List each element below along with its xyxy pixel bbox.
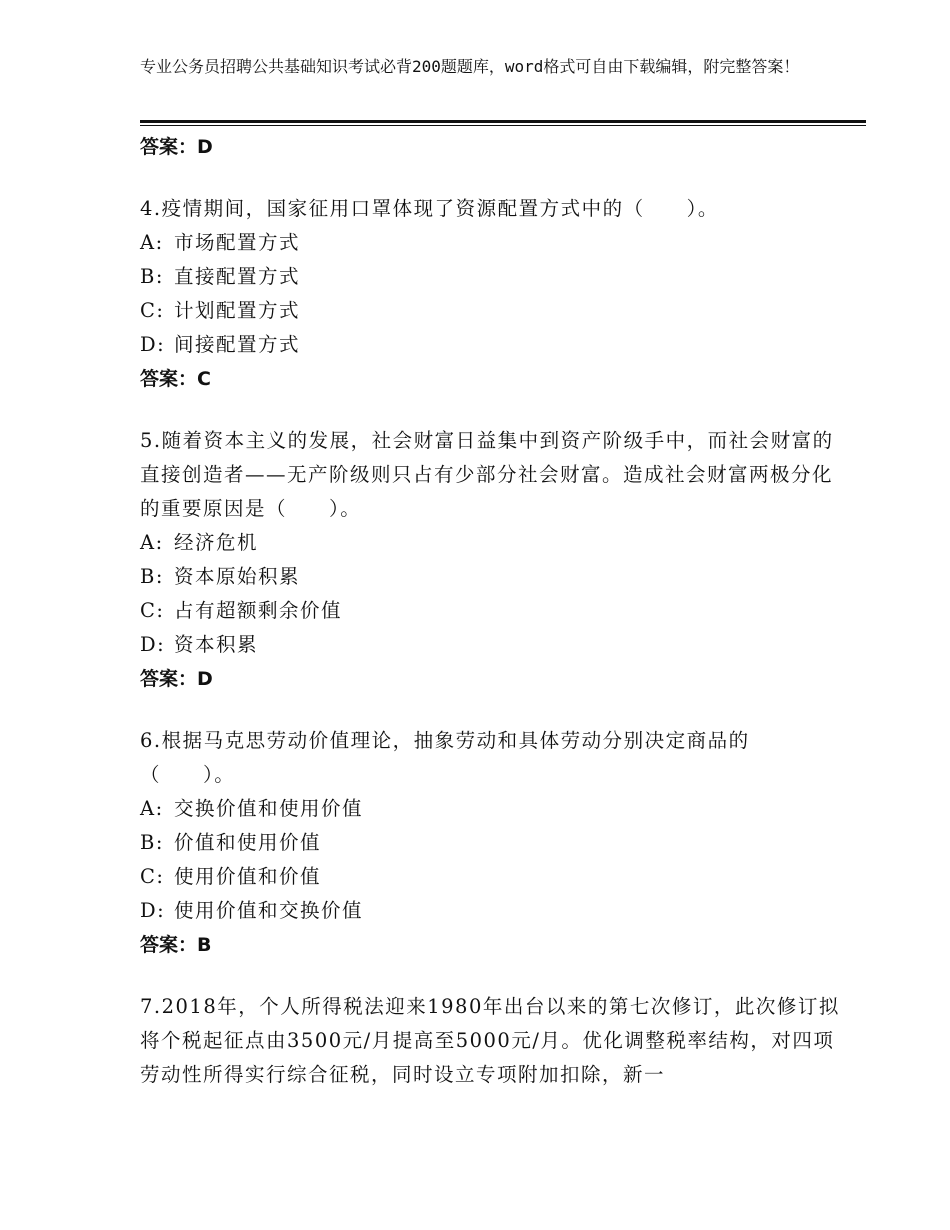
- option-key: C:: [140, 599, 165, 622]
- option-text: 使用价值和交换价值: [174, 899, 364, 922]
- option-b: [140, 826, 840, 860]
- option-a: [140, 792, 840, 826]
- option-text: 直接配置方式: [174, 265, 301, 288]
- question-7: [140, 990, 840, 1092]
- option-c: [140, 294, 840, 328]
- option-key: A:: [140, 531, 164, 554]
- option-text: 价值和使用价值: [174, 831, 322, 854]
- question-stem: 7.2018年，个人所得税法迎来1980年出台以来的第七次修订，此次修订拟将个税起征点由3500元/月提高至5000元/月。优化调整税率结构，对四项劳动性所得实行综合征税，同时设立专项附加扣除，新一: [140, 995, 840, 1086]
- option-text: 间接配置方式: [174, 333, 301, 356]
- header-rule-thin: [140, 125, 866, 126]
- option-key: D:: [140, 333, 166, 356]
- question-stem: 5.随着资本主义的发展，社会财富日益集中到资产阶级手中，而社会财富的直接创造者——无产阶级则只占有少部分社会财富。造成社会财富两极分化的重要原因是（ ）。: [140, 429, 834, 520]
- option-key: A:: [140, 797, 164, 820]
- question-4: [140, 192, 840, 396]
- option-text: 资本原始积累: [174, 565, 301, 588]
- question-answer: 答案：C: [140, 368, 211, 390]
- option-b: [140, 560, 840, 594]
- option-key: C:: [140, 865, 165, 888]
- option-a: [140, 226, 840, 260]
- option-text: 计划配置方式: [174, 299, 301, 322]
- option-text: 资本积累: [174, 633, 259, 656]
- question-stem: 4.疫情期间，国家征用口罩体现了资源配置方式中的（ ）。: [140, 197, 719, 220]
- previous-answer: 答案：D: [140, 136, 213, 158]
- question-list: [140, 130, 840, 1092]
- option-a: [140, 526, 840, 560]
- option-text: 经济危机: [174, 531, 259, 554]
- option-key: B:: [140, 565, 164, 588]
- option-d: [140, 328, 840, 362]
- option-d: [140, 894, 840, 928]
- option-c: [140, 860, 840, 894]
- document-header-note: 专业公务员招聘公共基础知识考试必背200题题库，word格式可自由下载编辑，附完整答案！: [140, 57, 800, 76]
- question-5: [140, 424, 840, 696]
- question-6: [140, 724, 840, 962]
- option-key: B:: [140, 265, 164, 288]
- question-answer: 答案：B: [140, 934, 212, 956]
- option-d: [140, 628, 840, 662]
- option-key: D:: [140, 899, 166, 922]
- question-stem: 6.根据马克思劳动价值理论，抽象劳动和具体劳动分别决定商品的（ ）。: [140, 729, 750, 786]
- option-text: 市场配置方式: [174, 231, 301, 254]
- option-text: 占有超额剩余价值: [174, 599, 343, 622]
- option-b: [140, 260, 840, 294]
- option-key: A:: [140, 231, 164, 254]
- question-answer: 答案：D: [140, 668, 213, 690]
- option-key: D:: [140, 633, 166, 656]
- option-c: [140, 594, 840, 628]
- option-key: B:: [140, 831, 164, 854]
- header-rule-thick: [140, 120, 866, 123]
- option-key: C:: [140, 299, 165, 322]
- option-text: 使用价值和价值: [174, 865, 322, 888]
- option-text: 交换价值和使用价值: [174, 797, 364, 820]
